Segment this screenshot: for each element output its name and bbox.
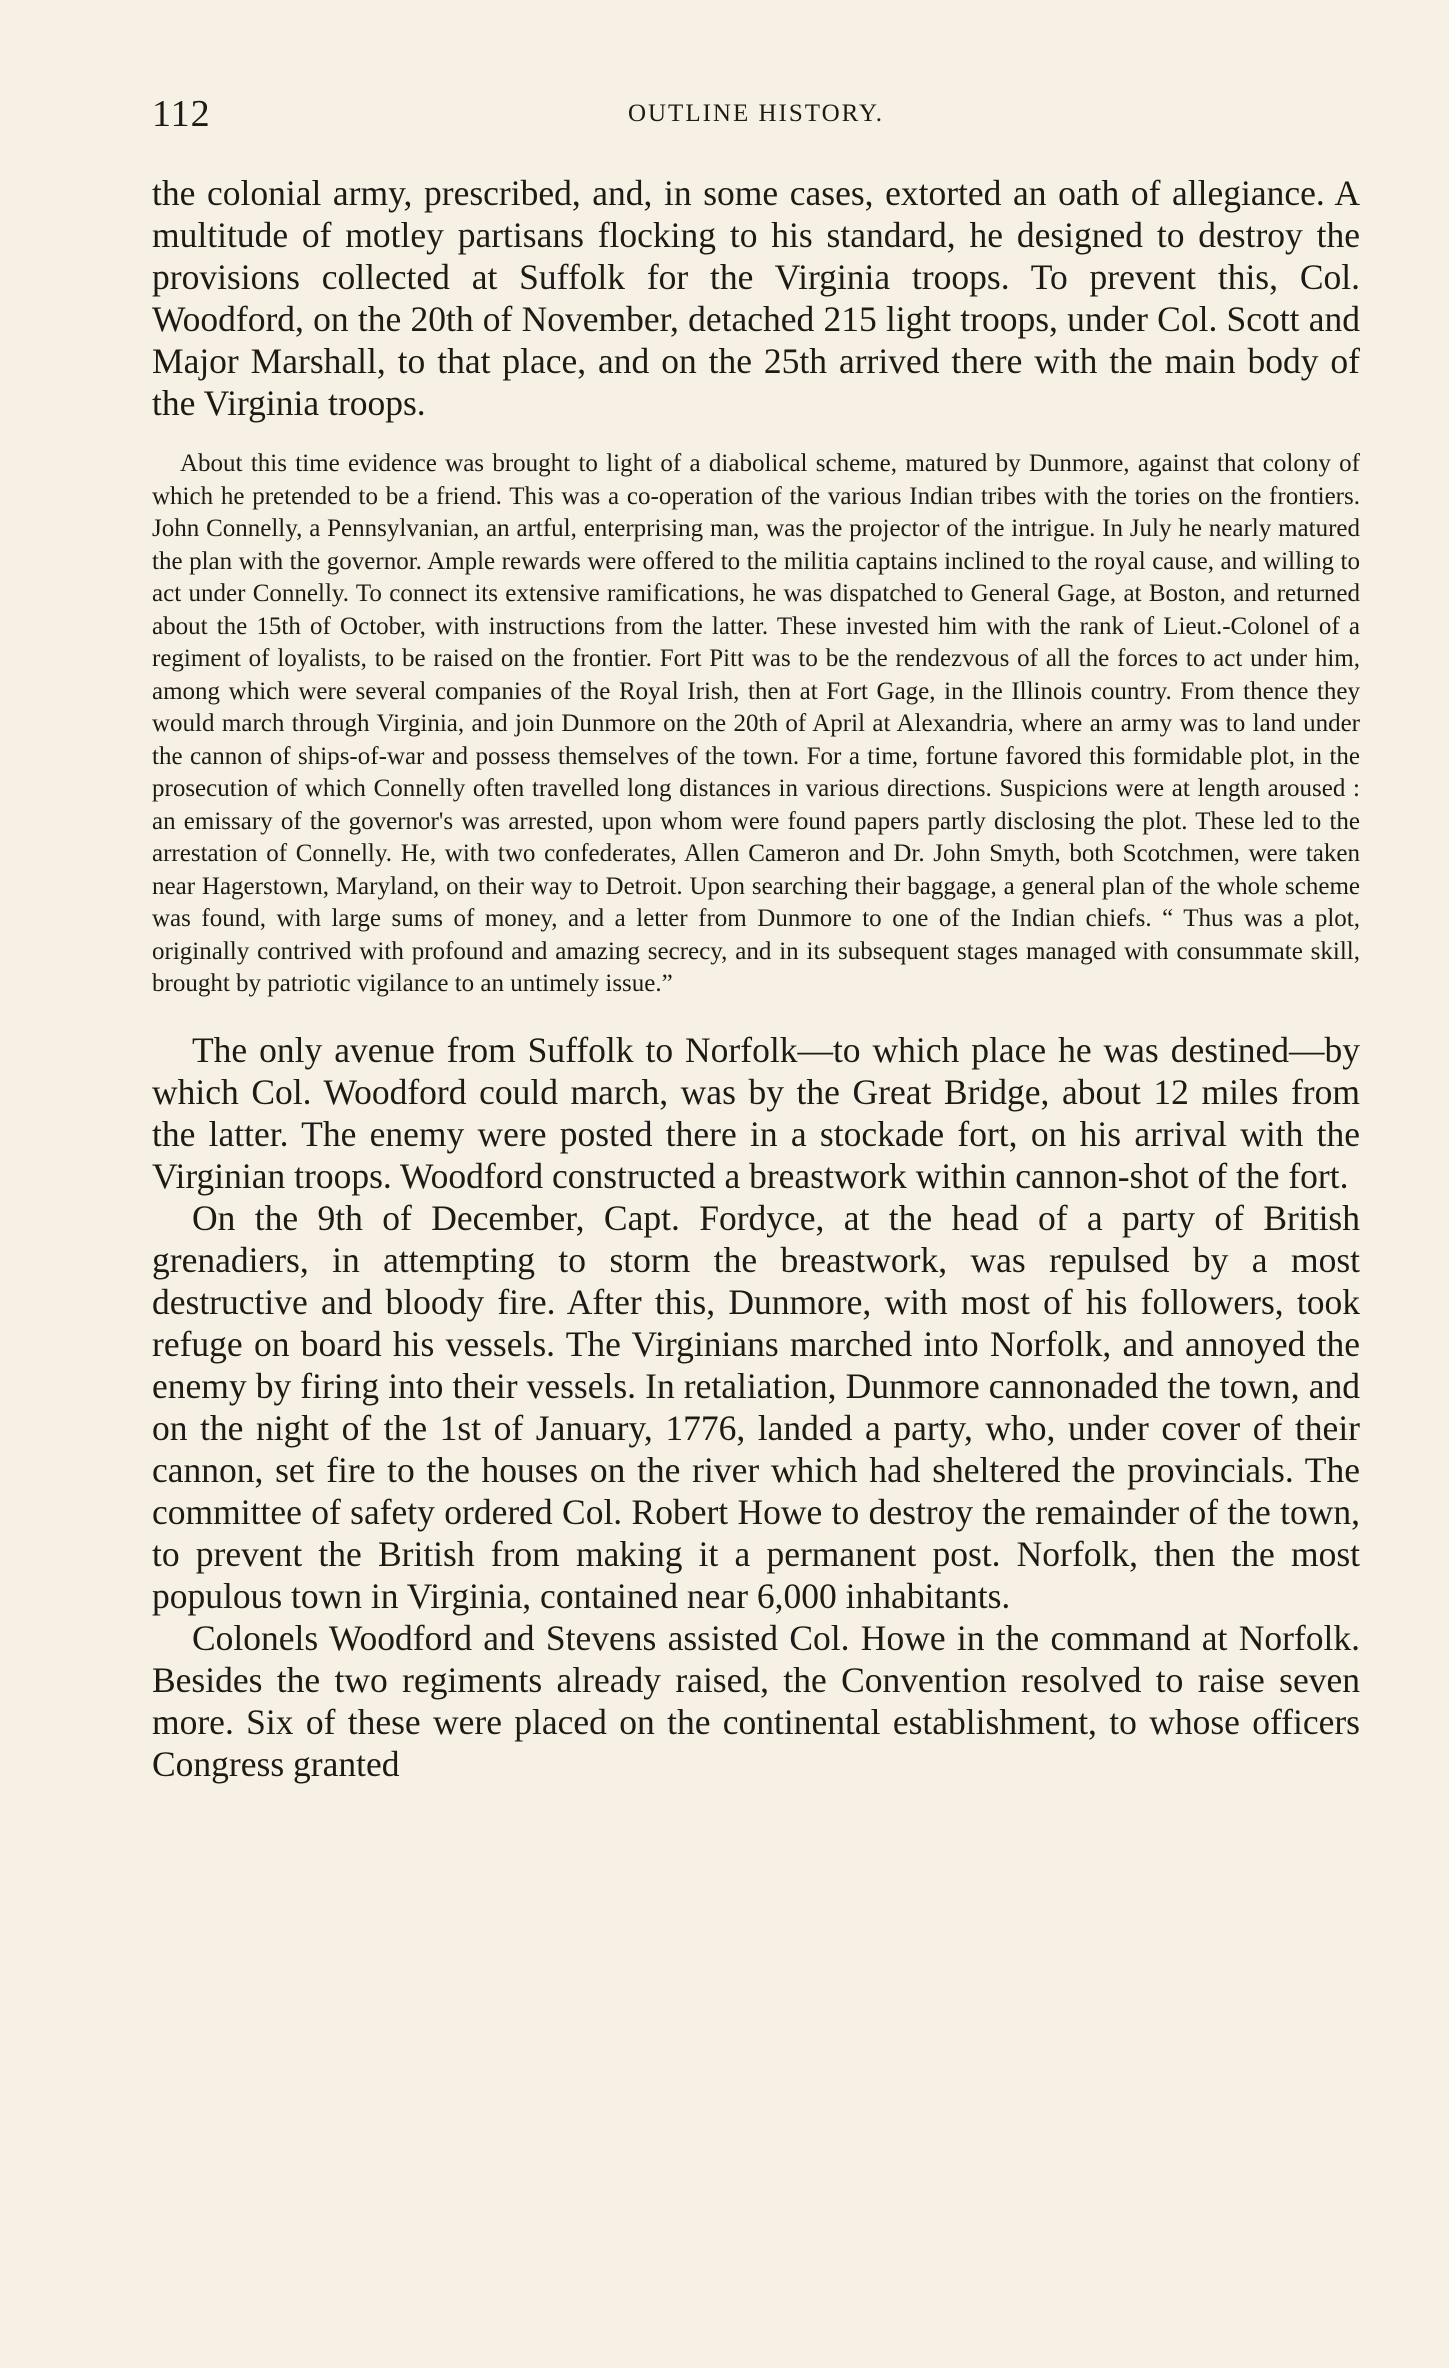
paragraph-great-bridge: The only avenue from Suffolk to Norfolk—to which place he was destined—by which Col. Woodford could march, was by the Great Bridge, about 12 miles from the latter. The enemy were posted there in a stockade fort, on his arrival with the Virginian troops. Woodford constructed a breastwork within cannon-shot of the fort.	[152, 1029, 1360, 1196]
paragraph-december-ninth: On the 9th of December, Capt. Fordyce, at the head of a party of British grenadiers, in attempting to storm the breastwork, was repulsed by a most destructive and bloody fire. After this, Dunmore, with most of his followers, took refuge on board his vessels. The Virginians marched into Norfolk, and annoyed the enemy by firing into their vessels. In retaliation, Dunmore cannonaded the town, and on the night of the 1st of January, 1776, landed a party, who, under cover of their cannon, set fire to the houses on the river which had sheltered the provincials. The committee of safety ordered Col. Robert Howe to destroy the remainder of the town, to prevent the British from making it a permanent post. Norfolk, then the most populous town in Virginia, contained near 6,000 inhabitants.	[152, 1197, 1360, 1616]
paragraph-colonels: Colonels Woodford and Stevens assisted Col. Howe in the command at Norfolk. Besides the two regiments already raised, the Convention resolved to raise seven more. Six of these were placed on the continental establishment, to whose officers Congress granted	[152, 1617, 1360, 1784]
book-page	[152, 92, 1360, 1785]
running-head	[152, 92, 1360, 142]
running-title: OUTLINE HISTORY.	[627, 100, 885, 127]
page-number: 112	[152, 93, 211, 135]
small-print-passage: About this time evidence was brought to light of a diabolical scheme, matured by Dunmore, against that colony of which he pretended to be a friend. This was a co-operation of the various Indian tribes with the tories on the frontiers. John Connelly, a Pennsylvanian, an artful, enterprising man, was the projector of the intrigue. In July he nearly matured the plan with the governor. Ample rewards were offered to the militia captains inclined to the royal cause, and willing to act under Connelly. To connect its extensive ramifications, he was dispatched to General Gage, at Boston, and returned about the 15th of October, with instructions from the latter. These invested him with the rank of Lieut.-Colonel of a regiment of loyalists, to be raised on the frontier. Fort Pitt was to be the rendezvous of all the forces to act under him, among which were several companies of the Royal Irish, then at Fort Gage, in the Illinois country. From thence they would march through Virginia, and join Dunmore on the 20th of April at Alexandria, where an army was to land under the cannon of ships-of-war and possess themselves of the town. For a time, fortune favored this formidable plot, in the prosecution of which Connelly often travelled long distances in various directions. Suspicions were at length aroused : an emissary of the governor's was arrested, upon whom were found papers partly disclosing the plot. These led to the arrestation of Connelly. He, with two confederates, Allen Cameron and Dr. John Smyth, both Scotchmen, were taken near Hagerstown, Maryland, on their way to Detroit. Upon searching their baggage, a general plan of the whole scheme was found, with large sums of money, and a letter from Dunmore to one of the Indian chiefs. “ Thus was a plot, originally contrived with profound and amazing secrecy, and in its subsequent stages managed with consummate skill, brought by patriotic vigilance to an untimely issue.”	[152, 450, 1360, 997]
paragraph-continued: the colonial army, prescribed, and, in some cases, extorted an oath of allegiance. A multitude of motley partisans flocking to his standard, he designed to destroy the provisions collected at Suffolk for the Virginia troops. To prevent this, Col. Woodford, on the 20th of November, detached 215 light troops, under Col. Scott and Major Marshall, to that place, and on the 25th arrived there with the main body of the Virginia troops.	[152, 173, 1360, 423]
